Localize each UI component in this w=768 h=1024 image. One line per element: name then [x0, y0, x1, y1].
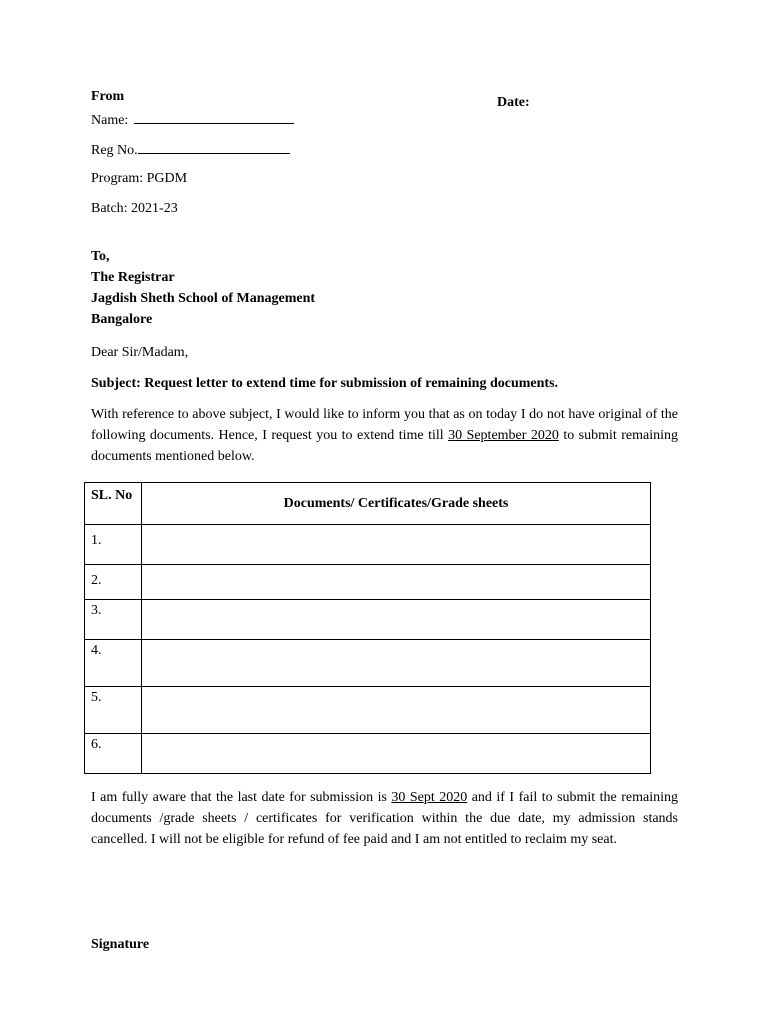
batch-value: 2021-23: [131, 201, 178, 216]
subject-line: Subject: Request letter to extend time for submission of remaining documents.: [91, 376, 559, 391]
name-label: Name:: [91, 113, 129, 128]
row-number: 3.: [85, 600, 142, 640]
recipient-institution: Jagdish Sheth School of Management: [91, 291, 316, 306]
recipient-title: The Registrar: [91, 270, 175, 285]
document-cell[interactable]: [142, 640, 651, 687]
recipient-city: Bangalore: [91, 312, 153, 327]
body1-text-b: to submit remaining documents mentioned below.: [91, 428, 679, 464]
body1-text-a: With reference to above subject, I would like to inform you that as on today I do not have original of the following documents. Hence, I request you to extend time till: [91, 407, 678, 443]
document-cell[interactable]: [142, 600, 651, 640]
reg-field: [91, 140, 290, 160]
recipient-block: [91, 246, 315, 330]
batch-label: Batch:: [91, 201, 128, 216]
program-label: Program:: [91, 171, 144, 186]
document-cell[interactable]: [142, 525, 651, 565]
reg-blank-line: [138, 140, 290, 154]
row-number: 2.: [85, 565, 142, 600]
document-cell[interactable]: [142, 734, 651, 774]
body2-text-b: and if I fail to submit the remaining documents /grade sheets / certificates for verification within the due date, my admission stands cancelled. I will not be eligible for refund of fee paid and I am not entitled to reclaim my seat.: [91, 790, 678, 847]
row-number: 1.: [85, 525, 142, 565]
table-row: [85, 600, 651, 640]
row-number: 6.: [85, 734, 142, 774]
row-number: 4.: [85, 640, 142, 687]
name-blank-line: [134, 110, 294, 124]
salutation: Dear Sir/Madam,: [91, 345, 189, 360]
deadline-extension-date: 30 September 2020: [448, 428, 559, 443]
name-field: [91, 110, 294, 130]
program-value: PGDM: [146, 171, 188, 186]
signature-label: Signature: [91, 937, 150, 952]
row-number: 5.: [85, 687, 142, 734]
documents-table: [84, 482, 651, 774]
body2-text-a: I am fully aware that the last date for submission is: [91, 790, 392, 805]
from-label: From: [91, 89, 125, 104]
col-documents-header: Documents/ Certificates/Grade sheets: [142, 483, 651, 525]
table-row: [85, 525, 651, 565]
batch-field: [91, 200, 178, 218]
reg-label: Reg No.: [91, 143, 138, 158]
col-sl-no-header: SL. No: [85, 483, 142, 525]
date-label: Date:: [497, 95, 530, 110]
document-cell[interactable]: [142, 687, 651, 734]
body-paragraph-2: [91, 787, 678, 850]
table-row: [85, 687, 651, 734]
body-paragraph-1: [91, 404, 678, 467]
table-row: [85, 640, 651, 687]
document-cell[interactable]: [142, 565, 651, 600]
submission-last-date: 30 Sept 2020: [391, 790, 468, 805]
table-row: [85, 734, 651, 774]
program-field: [91, 170, 187, 188]
table-header-row: [85, 483, 651, 525]
table-row: [85, 565, 651, 600]
recipient-to: To,: [91, 249, 110, 264]
